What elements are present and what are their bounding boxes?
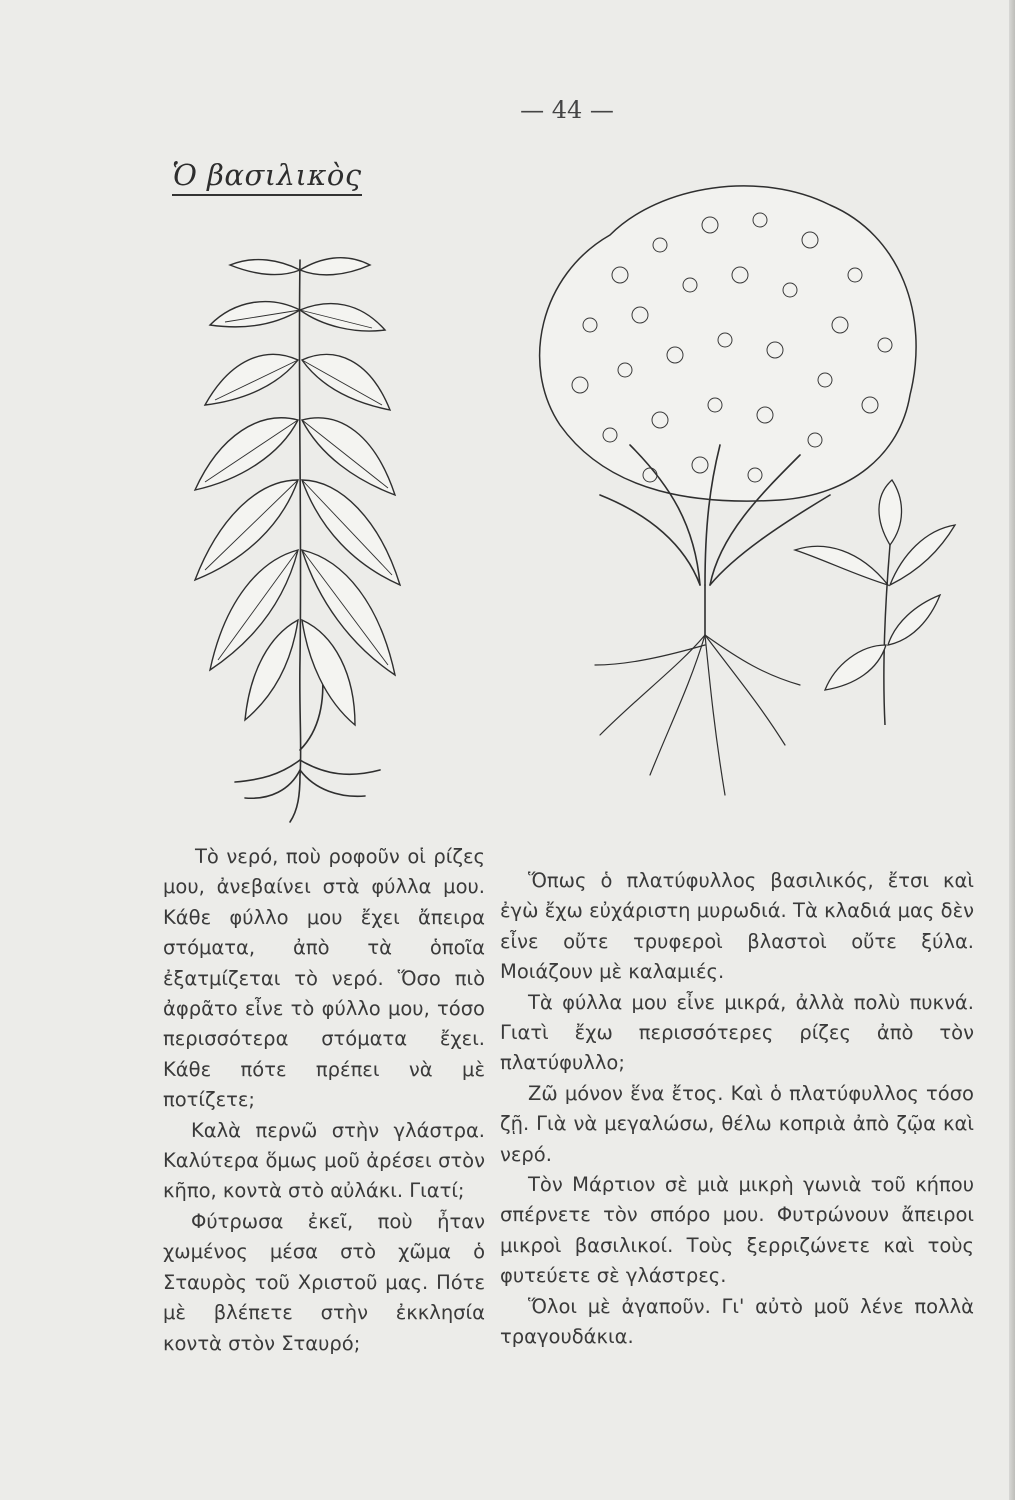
left-paragraph: Τὸ νερό, ποὺ ροφοῦν οἱ ρίζες μου, ἀνεβαίνει στὰ φύλλα μου. Κάθε φύλλο μου ἔχει ἄπειρα στόματα, ἀπὸ τὰ ὁποῖα ἐξατμίζεται τὸ νερό. Ὅσο πιὸ ἀφρᾶτο εἶνε τὸ φύλλο μου, τόσο περισσότερα στόματα ἔχει. Κάθε πότε πρέπει νὰ μὲ ποτίζετε;	[163, 845, 485, 1112]
page-number: — 44 —	[520, 96, 614, 124]
right-paragraph: Τὰ φύλλα μου εἶνε μικρά, ἀλλὰ πολὺ πυκνά. Γιατὶ ἔχω περισσότερες ρίζες ἀπὸ τὸν πλατύφυλλο;	[500, 990, 974, 1075]
right-paragraph: Ὅπως ὁ πλατύφυλλος βασιλικός, ἔτσι καὶ ἐγὼ ἔχω εὐχάριστη μυρωδιά. Τὰ κλαδιά μας δὲν εἶνε οὔτε τρυφεροὶ βλαστοὶ οὔτε ξύλα. Μοιάζουν μὲ καλαμιές.	[500, 869, 974, 984]
left-column-text	[163, 842, 485, 1359]
page-title: Ὁ βασιλικὸς	[172, 158, 362, 196]
broad-leaf-basil-illustration	[150, 230, 510, 830]
right-paragraph: Ζῶ μόνον ἕνα ἔτος. Καὶ ὁ πλατύφυλλος τόσο ζῇ. Γιὰ νὰ μεγαλώσω, θέλω κοπριὰ ἀπὸ ζῷα καὶ νερό.	[500, 1081, 974, 1166]
right-column-text	[500, 866, 974, 1353]
small-leaf-basil-illustration	[500, 165, 980, 815]
left-paragraph: Φύτρωσα ἐκεῖ, ποὺ ἦταν χωμένος μέσα στὸ χῶμα ὁ Σταυρὸς τοῦ Χριστοῦ μας. Πότε μὲ βλέπετε στὴν ἐκκλησία κοντὰ στὸν Σταυρό;	[163, 1209, 485, 1355]
right-paragraph: Ὅλοι μὲ ἀγαποῦν. Γι' αὐτὸ μοῦ λένε πολλὰ τραγουδάκια.	[500, 1294, 974, 1349]
right-paragraph: Τὸν Μάρτιον σὲ μιὰ μικρὴ γωνιὰ τοῦ κήπου σπέρνετε τὸν σπόρο μου. Φυτρώνουν ἄπειροι μικροὶ βασιλικοί. Τοὺς ξερριζώνετε καὶ τοὺς φυτεύετε σὲ γλάστρες.	[500, 1173, 974, 1288]
left-paragraph: Καλὰ περνῶ στὴν γλάστρα. Καλύτερα ὅμως μοῦ ἀρέσει στὸν κῆπο, κοντὰ στὸ αὐλάκι. Γιατί;	[163, 1118, 485, 1203]
page-edge	[1009, 0, 1015, 1500]
